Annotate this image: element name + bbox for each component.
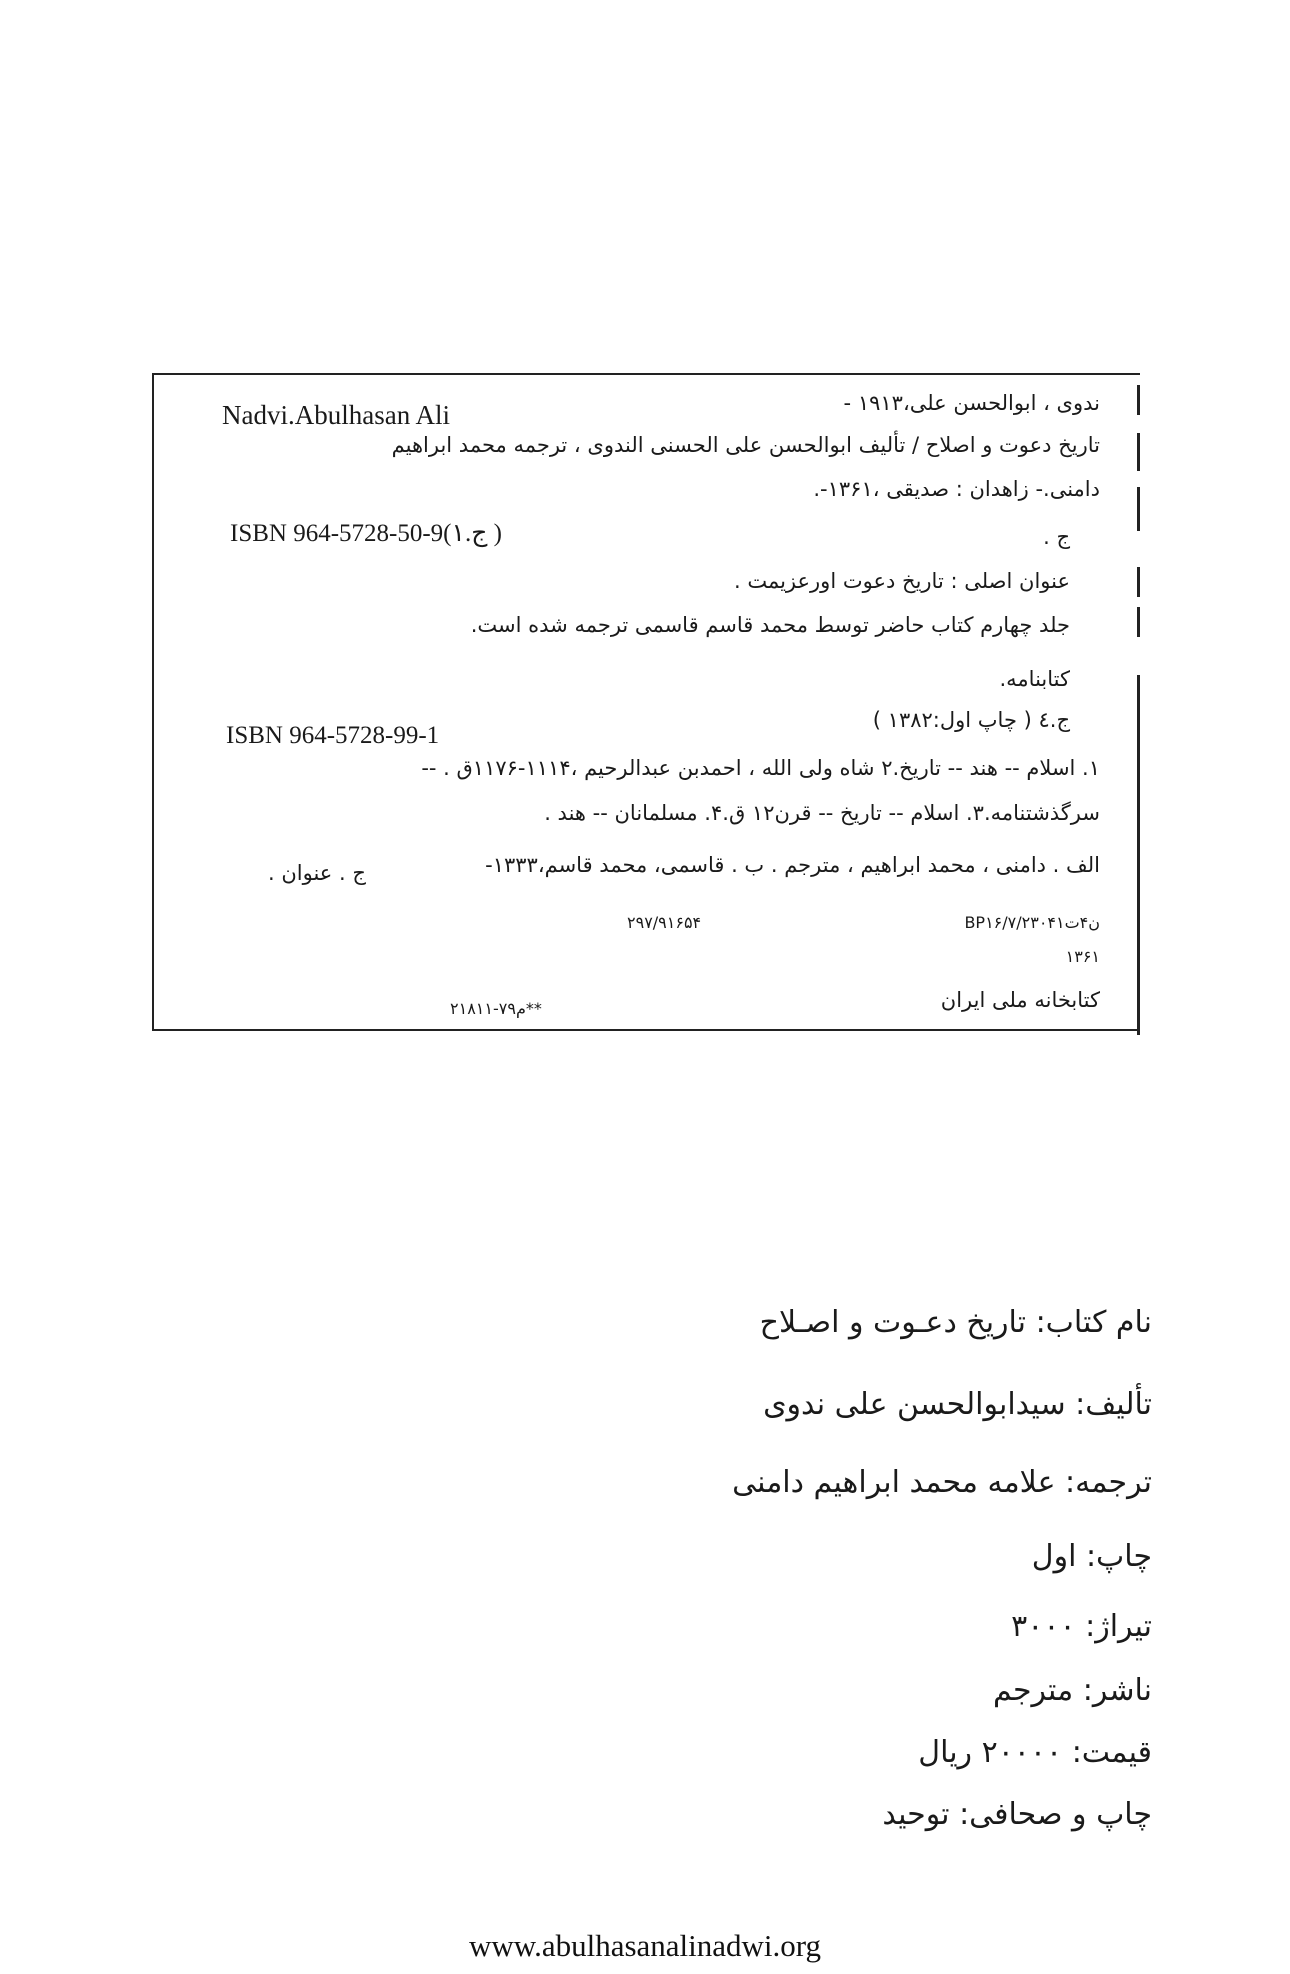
card-subjects-line1: ۱. اسلام -- هند -- تاریخ.۲ شاه ولی الله ، احمدبن عبدالرحیم ،۱۱۱۴-۱۱۷۶ق . -- [421,756,1100,780]
card-class-dewey: ۲۹۷/۹۱۶۵۴ [627,913,702,932]
card-class-bp: BP۱۶/۷/ن۴ت۲۳۰۴۱ [964,913,1100,932]
card-added-entries-end: ج . عنوان . [268,861,366,885]
card-right-border [1137,607,1140,637]
card-isbn-vol4: ISBN 964-5728-99-1 [226,722,440,749]
colophon-translator: ترجمه: علامه محمد ابراهیم دامنی [732,1465,1152,1500]
card-library: کتابخانه ملی ایران [940,988,1100,1012]
card-volume-label: ج . [1043,525,1070,549]
card-record-number: ۲۱۸۱۱-۷۹م** [450,999,542,1018]
card-right-border [1137,567,1140,597]
catalog-card [152,373,1140,1031]
card-right-border [1137,487,1140,531]
colophon-author: تألیف: سیدابوالحسن علی ندوی [763,1387,1152,1422]
card-translation-note: جلد چهارم کتاب حاضر توسط محمد قاسم قاسمی ترجمه شده است. [470,613,1070,637]
card-isbn-set: ISBN 964-5728-50-9(ج.۱ ) [230,520,502,547]
colophon-print-run: تیراژ: ۳۰۰۰ [1011,1609,1152,1644]
card-subjects-line2: سرگذشتنامه.۳. اسلام -- تاریخ -- قرن۱۲ ق.۴. مسلمانان -- هند . [544,801,1100,825]
colophon-price: قیمت: ۲۰۰۰۰ ریال [918,1735,1152,1770]
card-added-entries: الف . دامنی ، محمد ابراهیم ، مترجم . ب . قاسمی، محمد قاسم،۱۳۳۳- [485,853,1100,877]
colophon-edition: چاپ: اول [1031,1539,1152,1574]
card-imprint: دامنی.- زاهدان : صدیقی ،۱۳۶۱-. [813,477,1100,501]
colophon-book-name: نام کتاب: تاریخ دعـوت و اصـلاح [759,1305,1152,1340]
card-author-heading: ندوی ، ابوالحسن علی،۱۹۱۳ - [843,391,1100,415]
card-title-line: تاریخ دعوت و اصلاح / تألیف ابوالحسن علی الحسنی الندوی ، ترجمه محمد ابراهیم [391,433,1100,457]
card-year: ۱۳۶۱ [1065,947,1100,966]
card-right-border [1137,433,1140,471]
footer-website-url: www.abulhasanalinadwi.org [468,1928,822,1963]
colophon-printing: چاپ و صحافی: توحید [882,1797,1152,1832]
card-bibliography: کتابنامه. [999,667,1070,691]
card-right-border [1137,385,1140,415]
card-original-title: عنوان اصلی : تاریخ دعوت اورعزیمت . [733,569,1070,593]
colophon-publisher: ناشر: مترجم [992,1673,1152,1708]
card-right-border [1137,675,1140,1035]
card-latin-name: Nadvi.Abulhasan Ali [222,400,450,430]
card-volume4: ج.٤ ( چاپ اول:۱۳۸۲ ) [872,708,1070,732]
